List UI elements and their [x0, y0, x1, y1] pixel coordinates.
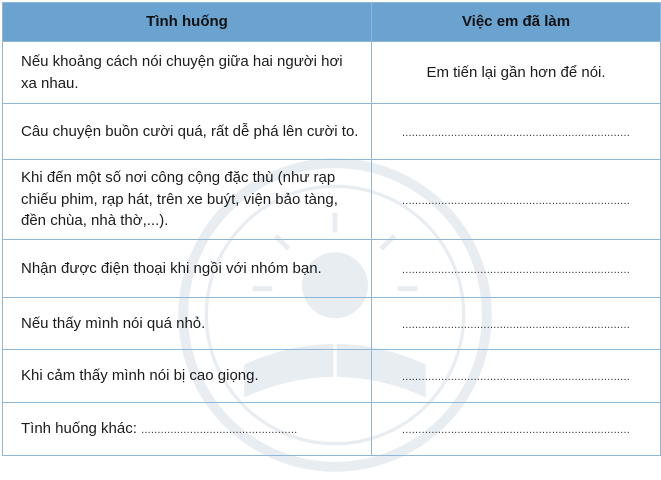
header-action: Việc em đã làm: [372, 3, 661, 42]
answer-cell[interactable]: [372, 240, 661, 298]
answer-blank[interactable]: ......................................................................: [402, 263, 630, 276]
answer-cell[interactable]: [372, 104, 661, 160]
situation-cell: Khi cảm thấy mình nói bị cao giọng.: [3, 350, 372, 403]
table-row: [3, 240, 661, 298]
situation-cell: Nếu thấy mình nói quá nhỏ.: [3, 298, 372, 350]
table-header-row: [3, 3, 661, 42]
answer-blank[interactable]: ......................................................................: [402, 371, 630, 384]
answer-blank[interactable]: ......................................................................: [402, 126, 630, 139]
table-row: [3, 104, 661, 160]
answer-cell[interactable]: [372, 160, 661, 240]
situation-cell: Nếu khoảng cách nói chuyện giữa hai người hơi xa nhau.: [3, 42, 372, 104]
answer-cell[interactable]: [372, 403, 661, 456]
table-row: [3, 350, 661, 403]
table-row: [3, 160, 661, 240]
answer-blank[interactable]: ......................................................................: [402, 318, 630, 331]
table-row: [3, 298, 661, 350]
table-row: [3, 403, 661, 456]
situation-cell: Nhận được điện thoại khi ngồi với nhóm bạn.: [3, 240, 372, 298]
answer-cell: Em tiến lại gần hơn để nói.: [372, 42, 661, 104]
answer-blank[interactable]: ......................................................................: [402, 424, 630, 437]
answer-blank[interactable]: ......................................................................: [402, 194, 630, 207]
table-row: [3, 42, 661, 104]
answer-cell[interactable]: [372, 350, 661, 403]
other-situation-label: Tình huống khác:: [21, 420, 142, 438]
header-situation: Tình huống: [3, 3, 372, 42]
answer-cell[interactable]: [372, 298, 661, 350]
situation-table: [2, 2, 661, 456]
other-situation-blank[interactable]: ................................................: [141, 424, 298, 437]
situation-cell: Câu chuyện buồn cười quá, rất dễ phá lên cười to.: [3, 104, 372, 160]
situation-cell: Khi đến một số nơi công cộng đặc thù (như rạp chiếu phim, rạp hát, trên xe buýt, viện bảo tàng, đền chùa, nhà thờ,...).: [3, 160, 372, 240]
situation-cell: [3, 403, 372, 456]
